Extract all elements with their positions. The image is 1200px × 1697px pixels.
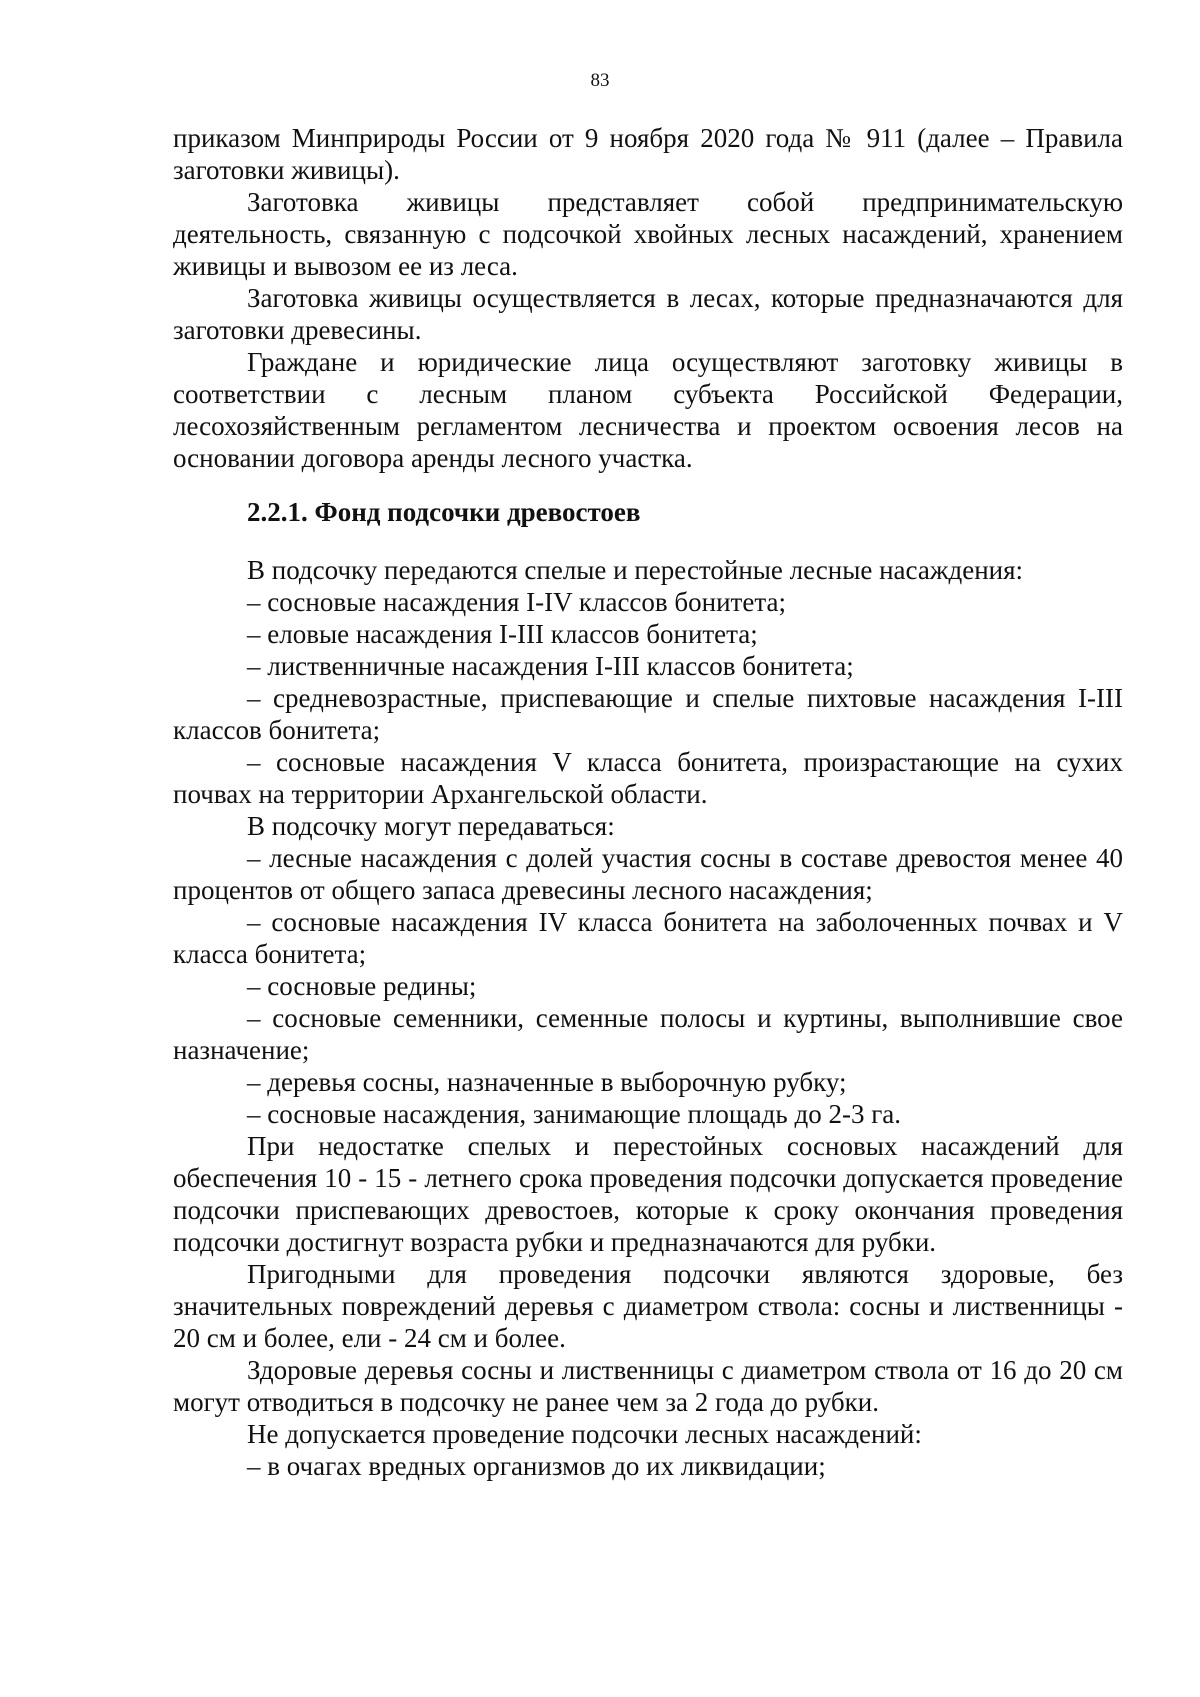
section-heading: 2.2.1. Фонд подсочки древостоев xyxy=(247,497,641,527)
list-item: – лесные насаждения с долей участия сосны в составе древостоя менее 40 процентов от общего запаса древесины лесного насаждения; xyxy=(173,843,1123,905)
list-item: – сосновые насаждения, занимающие площадь до 2-3 га. xyxy=(247,1099,901,1129)
list-item: – сосновые редины; xyxy=(247,971,477,1001)
list-item: – сосновые семенники, семенные полосы и куртины, выполнившие свое назначение; xyxy=(173,1003,1123,1065)
page-body xyxy=(173,122,1123,1482)
list-item: – сосновые насаждения I-IV классов бонитета; xyxy=(247,587,786,617)
list-intro: В подсочку передаются спелые и перестойные лесные насаждения: xyxy=(247,555,1024,585)
page-number: 83 xyxy=(590,70,610,91)
list-item: – сосновые насаждения IV класса бонитета на заболоченных почвах и V класса бонитета; xyxy=(173,907,1123,969)
paragraph: При недостатке спелых и перестойных сосновых насаждений для обеспечения 10 - 15 - летнего срока проведения подсочки допускается проведение подсочки приспевающих древостоев, которые к сроку окончания проведения подсочки достигнут возраста рубки и предназначаются для рубки. xyxy=(173,1131,1123,1257)
paragraph: Заготовка живицы представляет собой предпринимательскую деятельность, связанную с подсочкой хвойных лесных насаждений, хранением живицы и вывозом ее из леса. xyxy=(173,187,1123,281)
paragraph: приказом Минприроды России от 9 ноября 2020 года № 911 (далее – Правила заготовки живицы). xyxy=(173,123,1123,185)
list-item: – деревья сосны, назначенные в выборочную рубку; xyxy=(247,1067,847,1097)
paragraph: Не допускается проведение подсочки лесных насаждений: xyxy=(247,1419,922,1449)
list-item: – сосновые насаждения V класса бонитета, произрастающие на сухих почвах на территории Архангельской области. xyxy=(173,747,1123,809)
paragraph: Заготовка живицы осуществляется в лесах, которые предназначаются для заготовки древесины. xyxy=(173,283,1123,345)
list-item: – лиственничные насаждения I-III классов бонитета; xyxy=(247,651,854,681)
list-intro: В подсочку могут передаваться: xyxy=(247,811,615,841)
list-item: – средневозрастные, приспевающие и спелые пихтовые насаждения I-III классов бонитета; xyxy=(173,683,1123,745)
paragraph: Граждане и юридические лица осуществляют заготовку живицы в соответствии с лесным планом субъекта Российской Федерации, лесохозяйственным регламентом лесничества и проектом освоения лесов на основании договора аренды лесного участка. xyxy=(173,347,1123,473)
paragraph: Здоровые деревья сосны и лиственницы с диаметром ствола от 16 до 20 см могут отводиться в подсочку не ранее чем за 2 года до рубки. xyxy=(173,1355,1123,1417)
list-item: – в очагах вредных организмов до их ликвидации; xyxy=(247,1451,826,1481)
list-item: – еловые насаждения I-III классов бонитета; xyxy=(247,619,758,649)
paragraph: Пригодными для проведения подсочки являются здоровые, без значительных повреждений деревья с диаметром ствола: сосны и лиственницы - 20 см и более, ели - 24 см и более. xyxy=(173,1259,1123,1353)
